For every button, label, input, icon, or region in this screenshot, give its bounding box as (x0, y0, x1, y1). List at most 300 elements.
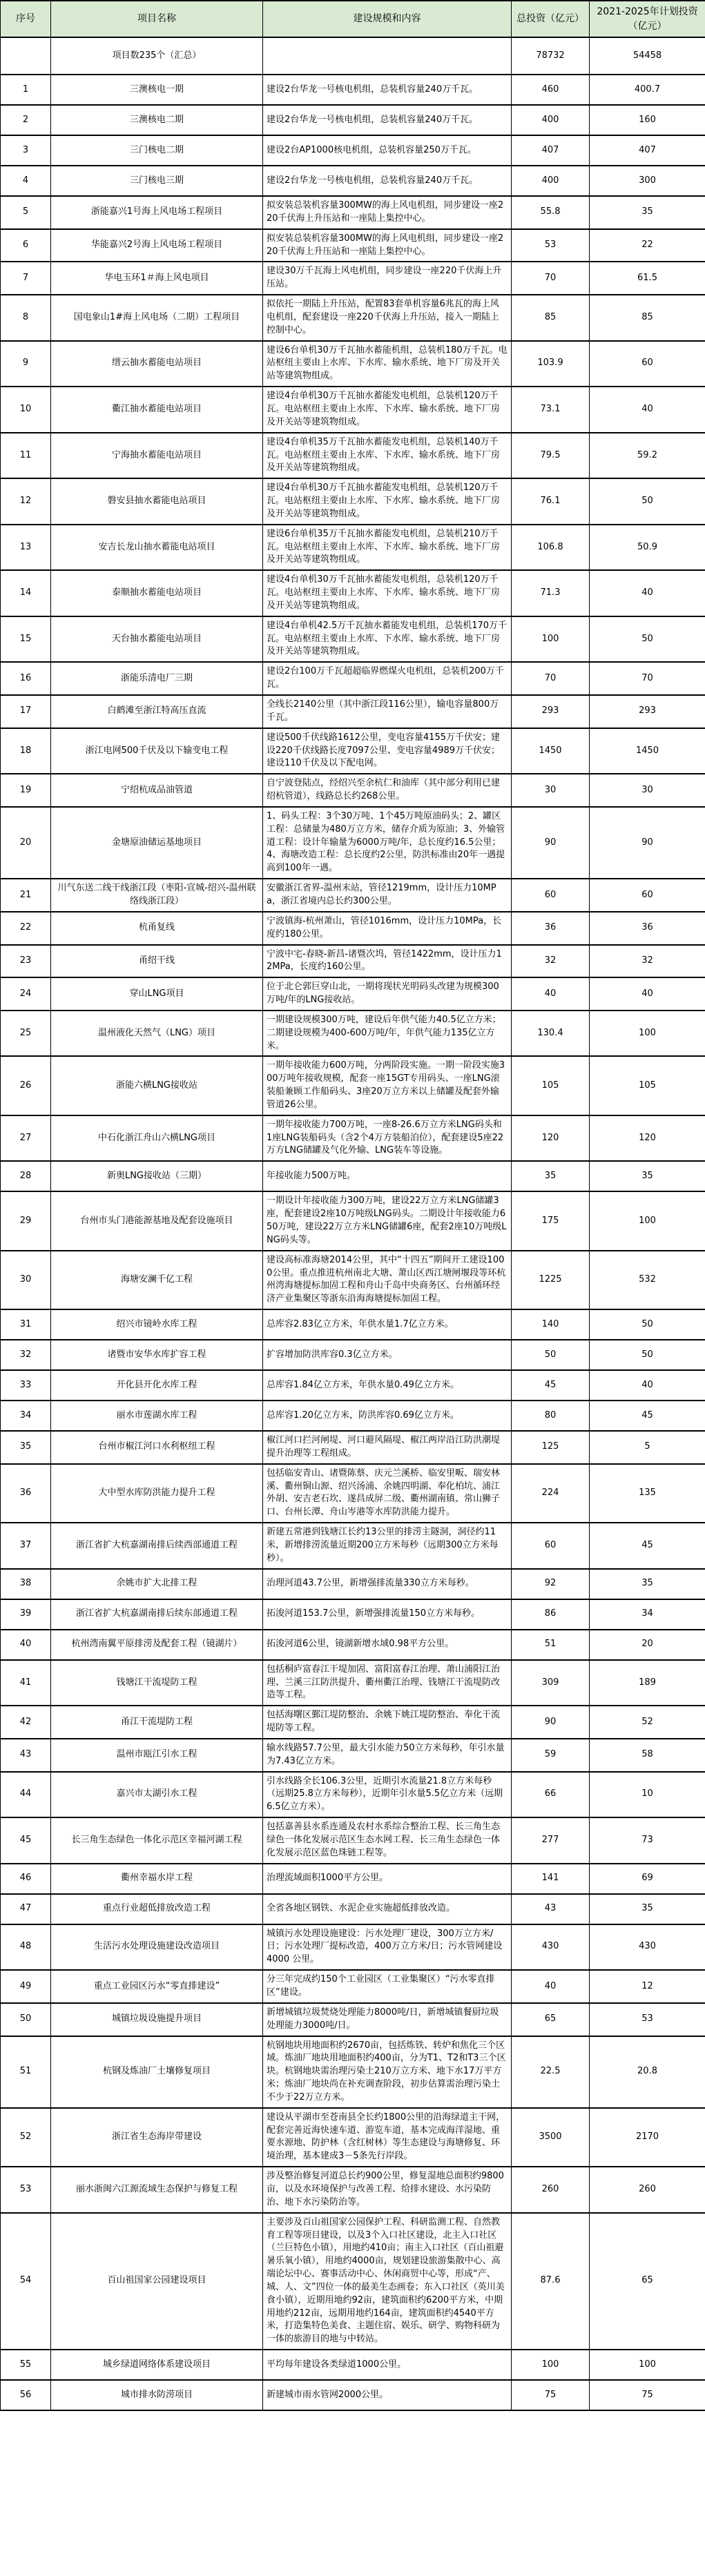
planned-investment-cell: 50 (590, 1309, 705, 1340)
row-index-cell: 14 (1, 570, 51, 616)
summary-content-cell (263, 37, 512, 75)
total-investment-cell: 70 (512, 262, 590, 295)
row-index-cell: 22 (1, 912, 51, 945)
row-index-cell: 46 (1, 1864, 51, 1894)
row-index-cell: 52 (1, 2108, 51, 2167)
total-investment-cell: 79.5 (512, 433, 590, 479)
total-investment-cell: 65 (512, 2003, 590, 2036)
header-row (1, 1, 705, 37)
planned-investment-cell: 5 (590, 1431, 705, 1464)
total-investment-cell: 80 (512, 1401, 590, 1431)
total-investment-cell: 140 (512, 1309, 590, 1340)
row-index-cell: 13 (1, 525, 51, 571)
project-content-cell: 建设4台单机30万千瓦抽水蓄能发电机组，总装机120万千瓦。电站枢纽主要由上水库、下水库、输水系统、地下厂房及开关站等建筑物组成。 (263, 478, 512, 525)
total-investment-cell: 105 (512, 1056, 590, 1115)
project-name-cell: 绍兴市镜岭水库工程 (51, 1309, 263, 1340)
row-index-cell: 33 (1, 1370, 51, 1401)
planned-investment-cell: 90 (590, 807, 705, 879)
planned-investment-cell: 189 (590, 1660, 705, 1706)
project-name-cell: 温州市瓯江引水工程 (51, 1739, 263, 1772)
project-content-cell: 包括海曙区鄞江堤防整治、余姚下姚江堤防整治、奉化干流堤防等工程。 (263, 1706, 512, 1739)
row-index-cell: 16 (1, 662, 51, 695)
planned-investment-cell: 407 (590, 135, 705, 166)
planned-investment-cell: 532 (590, 1251, 705, 1309)
project-name-cell: 三门核电二期 (51, 135, 263, 166)
planned-investment-cell: 160 (590, 105, 705, 135)
summary-total-investment-cell: 78732 (512, 37, 590, 75)
project-content-cell: 输水线路57.7公里，最大引水能力50立方米每秒，年引水量为7.43亿立方米。 (263, 1739, 512, 1772)
planned-investment-cell: 135 (590, 1464, 705, 1523)
project-name-cell: 杭钢及炼油厂土壤修复项目 (51, 2036, 263, 2108)
total-investment-cell: 60 (512, 1523, 590, 1569)
project-content-cell: 拟安装总装机容量300MW的海上风电机组，同步建设一座220千伏海上升压站和一座陆上集控中心。 (263, 196, 512, 229)
planned-investment-cell: 50 (590, 616, 705, 663)
planned-investment-cell: 40 (590, 387, 705, 433)
total-investment-cell: 35 (512, 1161, 590, 1191)
planned-investment-cell: 69 (590, 1864, 705, 1894)
project-content-cell: 宁波中宅-春晓-新昌-诸暨次坞，管径1422mm，设计压力12MPa，长度约160公里。 (263, 945, 512, 978)
row-index-cell: 41 (1, 1660, 51, 1706)
project-name-cell: 国电象山1#海上风电场（二期）工程项目 (51, 295, 263, 341)
row-index-cell: 34 (1, 1401, 51, 1431)
project-name-cell: 华能嘉兴2号海上风电场工程项目 (51, 229, 263, 262)
total-investment-cell: 430 (512, 1924, 590, 1971)
table-row (1, 1970, 705, 2003)
project-content-cell: 自宁波登陆点，经绍兴至余杭仁和油库（其中部分利用已建绍杭管道），线路总长约268公里。 (263, 774, 512, 807)
row-index-cell: 36 (1, 1464, 51, 1523)
project-content-cell: 拓浚河道6公里，镜湖新增水域0.98平方公里。 (263, 1630, 512, 1660)
project-name-cell: 宁海抽水蓄能电站项目 (51, 433, 263, 479)
project-content-cell: 一期建设规模300万吨，建设后年供气能力40.5亿立方米；二期建设规模为400-600万吨/年，年供气能力135亿立方米。 (263, 1011, 512, 1057)
project-content-cell: 总库容1.84亿立方米，年供水量0.49亿立方米。 (263, 1370, 512, 1401)
table-row (1, 2108, 705, 2167)
table-row (1, 478, 705, 525)
planned-investment-cell: 61.5 (590, 262, 705, 295)
row-index-cell: 3 (1, 135, 51, 166)
row-index-cell: 55 (1, 2350, 51, 2380)
project-content-cell: 年接收能力500万吨。 (263, 1161, 512, 1191)
project-content-cell: 杭钢地块用地面积约2670亩，包括炼铁、转炉和焦化三个区域。炼油厂地块用地面积约400亩，分为T1、T2和T3三个区块。杭钢地块需治理污染土210万立方米、地下水17万平方米；炼油厂地块尚在补充调查阶段，初步估算需治理污染土不少于22万立方米。 (263, 2036, 512, 2108)
table-row (1, 1599, 705, 1630)
project-content-cell: 扩容增加防洪库容0.3亿立方米。 (263, 1340, 512, 1370)
project-name-cell: 城镇垃圾设施提升项目 (51, 2003, 263, 2036)
row-index-cell: 50 (1, 2003, 51, 2036)
project-content-cell: 涉及整治修复河道总长约900公里，修复湿地总面积约9800亩，以及水环境保护与改善工程、给排水建设、水污染防治、地下水污染防治等。 (263, 2167, 512, 2213)
summary-index-cell (1, 37, 51, 75)
row-index-cell: 35 (1, 1431, 51, 1464)
table-row (1, 1056, 705, 1115)
planned-investment-cell: 73 (590, 1817, 705, 1864)
project-name-cell: 三门核电三期 (51, 166, 263, 196)
total-investment-cell: 51 (512, 1630, 590, 1660)
table-row (1, 616, 705, 663)
project-content-cell: 椒江河口拦河闸堤、河口避风隔堤、椒江两岸沿江防洪潮堤提升治理等工程组成。 (263, 1431, 512, 1464)
total-investment-cell: 100 (512, 2350, 590, 2380)
project-name-cell: 嘉兴市太湖引水工程 (51, 1772, 263, 1818)
planned-investment-cell: 300 (590, 166, 705, 196)
total-investment-cell: 1225 (512, 1251, 590, 1309)
table-row (1, 1431, 705, 1464)
total-investment-cell: 32 (512, 945, 590, 978)
total-investment-cell: 22.5 (512, 2036, 590, 2108)
project-name-cell: 浙能六横LNG接收站 (51, 1056, 263, 1115)
project-content-cell: 1、码头工程：3个30万吨、1个45万吨原油码头；2、罐区工程：总储量为480万立方米，储存介质为原油；3、外输管道工程：设计年输量为6000万吨/年，总长度约16.5公里；4、海塘改造工程：总长度约2公里，防洪标准由20年一遇提高到100年一遇。 (263, 807, 512, 879)
planned-investment-cell: 1450 (590, 728, 705, 774)
header-content: 建设规模和内容 (263, 1, 512, 37)
project-content-cell: 建设2台华龙一号核电机组，总装机容量240万千瓦。 (263, 105, 512, 135)
row-index-cell: 45 (1, 1817, 51, 1864)
row-index-cell: 48 (1, 1924, 51, 1971)
summary-planned-investment-cell: 54458 (590, 37, 705, 75)
project-content-cell: 建设4台单机30万千瓦抽水蓄能发电机组，总装机120万千瓦。电站枢纽主要由上水库、下水库、输水系统、地下厂房及开关站等建筑物组成。 (263, 570, 512, 616)
total-investment-cell: 59 (512, 1739, 590, 1772)
table-row (1, 135, 705, 166)
table-header (1, 1, 705, 37)
project-name-cell: 浙江省扩大杭嘉湖南排后续东部通道工程 (51, 1599, 263, 1630)
row-index-cell: 54 (1, 2213, 51, 2350)
summary-row (1, 37, 705, 75)
table-row (1, 1161, 705, 1191)
planned-investment-cell: 20 (590, 1630, 705, 1660)
project-content-cell: 包括临安青山、诸暨陈蔡、庆元兰溪桥、临安里畈、瑞安林溪、衢州铜山源、绍兴汤浦、余姚四明湖、奉化柏坑、浦江外胡、安吉老石坎、遂昌成屏二级、衢州湖南镇、常山狮子口、台州长潭、舟山岑港等水库防洪能力提升。 (263, 1464, 512, 1523)
planned-investment-cell: 260 (590, 2167, 705, 2213)
row-index-cell: 26 (1, 1056, 51, 1115)
row-index-cell: 37 (1, 1523, 51, 1569)
project-content-cell: 治理河道43.7公里，新增强排流量330立方米每秒。 (263, 1569, 512, 1599)
project-name-cell: 余姚市扩大北排工程 (51, 1569, 263, 1599)
project-content-cell: 建设6台单机30万千瓦抽水蓄能机组，总装机180万千瓦。电站枢纽主要由上水库、下水库、输水系统、地下厂房及开关站等建筑物组成。 (263, 341, 512, 387)
project-content-cell: 安徽浙江省界-温州末站，管径1219mm，设计压力10MPa，浙江省境内总长约300公里。 (263, 879, 512, 912)
total-investment-cell: 400 (512, 105, 590, 135)
total-investment-cell: 76.1 (512, 478, 590, 525)
planned-investment-cell: 100 (590, 1191, 705, 1250)
row-index-cell: 17 (1, 695, 51, 728)
row-index-cell: 32 (1, 1340, 51, 1370)
planned-investment-cell: 10 (590, 1772, 705, 1818)
table-row (1, 879, 705, 912)
project-content-cell: 包括桐庐富春江干堤加固、富阳富春江治理、萧山浦阳江治理、兰溪三江防洪提升、衢州衢江治理、钱塘江干流堤防改造等工程。 (263, 1660, 512, 1706)
project-name-cell: 安吉长龙山抽水蓄能电站项目 (51, 525, 263, 571)
table-row (1, 1630, 705, 1660)
total-investment-cell: 85 (512, 295, 590, 341)
table-row (1, 1523, 705, 1569)
planned-investment-cell: 120 (590, 1115, 705, 1162)
table-row (1, 2213, 705, 2350)
planned-investment-cell: 45 (590, 1523, 705, 1569)
project-name-cell: 华电玉环1＃海上风电项目 (51, 262, 263, 295)
planned-investment-cell: 60 (590, 341, 705, 387)
table-row (1, 1569, 705, 1599)
project-name-cell: 白鹤滩至浙江特高压直流 (51, 695, 263, 728)
total-investment-cell: 70 (512, 662, 590, 695)
planned-investment-cell: 40 (590, 570, 705, 616)
planned-investment-cell: 12 (590, 1970, 705, 2003)
total-investment-cell: 87.6 (512, 2213, 590, 2350)
row-index-cell: 40 (1, 1630, 51, 1660)
table-row (1, 433, 705, 479)
row-index-cell: 12 (1, 478, 51, 525)
table-row (1, 1894, 705, 1924)
total-investment-cell: 141 (512, 1864, 590, 1894)
row-index-cell: 29 (1, 1191, 51, 1250)
table-row (1, 1011, 705, 1057)
planned-investment-cell: 100 (590, 1011, 705, 1057)
table-row (1, 196, 705, 229)
row-index-cell: 28 (1, 1161, 51, 1191)
total-investment-cell: 86 (512, 1599, 590, 1630)
row-index-cell: 10 (1, 387, 51, 433)
table-row (1, 75, 705, 105)
table-row (1, 341, 705, 387)
project-content-cell: 拟依托一期陆上升压站，配置83套单机容量6兆瓦的海上风电机组，配套建设一座220千伏海上升压站，接入一期陆上控制中心。 (263, 295, 512, 341)
project-name-cell: 衢江抽水蓄能电站项目 (51, 387, 263, 433)
project-name-cell: 长三角生态绿色一体化示范区幸福河湖工程 (51, 1817, 263, 1864)
project-content-cell: 新增城镇垃圾焚烧处理能力8000吨/日，新增城镇餐厨垃圾处理能力3000吨/日。 (263, 2003, 512, 2036)
row-index-cell: 44 (1, 1772, 51, 1818)
project-name-cell: 浙江电网500千伏及以下输变电工程 (51, 728, 263, 774)
planned-investment-cell: 40 (590, 1370, 705, 1401)
planned-investment-cell: 65 (590, 2213, 705, 2350)
table-row (1, 1191, 705, 1250)
table-row (1, 807, 705, 879)
row-index-cell: 21 (1, 879, 51, 912)
table-row (1, 2350, 705, 2380)
table-row (1, 2036, 705, 2108)
header-planned-investment: 2021-2025年计划投资（亿元） (590, 1, 705, 37)
planned-investment-cell: 30 (590, 774, 705, 807)
project-content-cell: 建设4台单机35万千瓦抽水蓄能发电机组，总装机140万千瓦。电站枢纽主要由上水库、下水库、输水系统、地下厂房及开关站等建筑物组成。 (263, 433, 512, 479)
row-index-cell: 42 (1, 1706, 51, 1739)
row-index-cell: 43 (1, 1739, 51, 1772)
planned-investment-cell: 40 (590, 977, 705, 1011)
row-index-cell: 56 (1, 2380, 51, 2410)
project-content-cell: 全线长2140公里（其中浙江段116公里），输电容量800万千瓦。 (263, 695, 512, 728)
project-name-cell: 甬绍干线 (51, 945, 263, 978)
total-investment-cell: 75 (512, 2380, 590, 2410)
row-index-cell: 6 (1, 229, 51, 262)
project-name-cell: 浙能嘉兴1号海上风电场工程项目 (51, 196, 263, 229)
header-index: 序号 (1, 1, 51, 37)
planned-investment-cell: 50 (590, 478, 705, 525)
planned-investment-cell: 35 (590, 1161, 705, 1191)
total-investment-cell: 55.8 (512, 196, 590, 229)
project-name-cell: 缙云抽水蓄能电站项目 (51, 341, 263, 387)
planned-investment-cell: 20.8 (590, 2036, 705, 2108)
project-content-cell: 平均每年建设各类绿道1000公里。 (263, 2350, 512, 2380)
table-row (1, 166, 705, 196)
project-name-cell: 海塘安澜千亿工程 (51, 1251, 263, 1309)
project-name-cell: 生活污水处理设施建设改造项目 (51, 1924, 263, 1971)
table-row (1, 229, 705, 262)
project-name-cell: 浙江省扩大杭嘉湖南排后续西部通道工程 (51, 1523, 263, 1569)
total-investment-cell: 71.3 (512, 570, 590, 616)
table-row (1, 262, 705, 295)
project-name-cell: 百山祖国家公园建设项目 (51, 2213, 263, 2350)
project-content-cell: 全省各地区钢铁、水泥企业实施超低排放改造。 (263, 1894, 512, 1924)
project-name-cell: 三澳核电一期 (51, 75, 263, 105)
table-row (1, 1924, 705, 1971)
total-investment-cell: 43 (512, 1894, 590, 1924)
total-investment-cell: 400 (512, 166, 590, 196)
total-investment-cell: 36 (512, 912, 590, 945)
row-index-cell: 53 (1, 2167, 51, 2213)
row-index-cell: 51 (1, 2036, 51, 2108)
project-content-cell: 建设4台单机42.5万千瓦抽水蓄能发电机组，总装机170万千瓦。电站枢纽主要由上水库、下水库、输水系统、地下厂房及开关站等建筑物组成。 (263, 616, 512, 663)
total-investment-cell: 40 (512, 1970, 590, 2003)
project-name-cell: 金塘原油储运基地项目 (51, 807, 263, 879)
project-name-cell: 中石化浙江舟山六横LNG项目 (51, 1115, 263, 1162)
total-investment-cell: 125 (512, 1431, 590, 1464)
project-name-cell: 台州市头门港能源基地及配套设施项目 (51, 1191, 263, 1250)
project-content-cell: 建设高标准海塘2014公里，其中“十四五”期间开工建设1000公里。重点推进杭州南北大塘、萧山区西江塘闸堰段等环杭州湾海塘提标加固工程和舟山千岛中央商务区、台州循环经济产业集聚区等浙东沿海海塘提标加固工程。 (263, 1251, 512, 1309)
table-row (1, 1115, 705, 1162)
total-investment-cell: 50 (512, 1340, 590, 1370)
total-investment-cell: 293 (512, 695, 590, 728)
project-name-cell: 川气东送二线干线浙江段（枣阳-宣城-绍兴-温州联络线浙江段） (51, 879, 263, 912)
total-investment-cell: 53 (512, 229, 590, 262)
table-row (1, 695, 705, 728)
project-content-cell: 建设2台华龙一号核电机组，总装机容量240万千瓦。 (263, 75, 512, 105)
project-content-cell: 一期年接收能力700万吨，一座8-26.6万立方米LNG码头和1座LNG装船码头（含2个4万方装船泊位），配套建设5座22万方LNG储罐及气化外输、LNG装车等设施。 (263, 1115, 512, 1162)
table-row (1, 1739, 705, 1772)
table-row (1, 2003, 705, 2036)
project-name-cell: 诸暨市安华水库扩容工程 (51, 1340, 263, 1370)
project-content-cell: 新建五常港到钱塘江长约13公里的排涝主隧洞，洞径约11米，新增排涝流量近期200立方米每秒（远期300立方米每秒）。 (263, 1523, 512, 1569)
total-investment-cell: 407 (512, 135, 590, 166)
total-investment-cell: 460 (512, 75, 590, 105)
planned-investment-cell: 2170 (590, 2108, 705, 2167)
row-index-cell: 31 (1, 1309, 51, 1340)
planned-investment-cell: 70 (590, 662, 705, 695)
table-row (1, 728, 705, 774)
total-investment-cell: 106.8 (512, 525, 590, 571)
table-row (1, 1251, 705, 1309)
total-investment-cell: 90 (512, 807, 590, 879)
total-investment-cell: 103.9 (512, 341, 590, 387)
header-project-name: 项目名称 (51, 1, 263, 37)
planned-investment-cell: 75 (590, 2380, 705, 2410)
total-investment-cell: 120 (512, 1115, 590, 1162)
table-row (1, 945, 705, 978)
planned-investment-cell: 32 (590, 945, 705, 978)
project-name-cell: 大中型水库防洪能力提升工程 (51, 1464, 263, 1523)
project-name-cell: 泰顺抽水蓄能电站项目 (51, 570, 263, 616)
project-content-cell: 建设4台单机30万千瓦抽水蓄能发电机组，总装机120万千瓦。电站枢纽主要由上水库、下水库、输水系统、地下厂房及开关站等建筑物组成。 (263, 387, 512, 433)
project-content-cell: 建设2台华龙一号核电机组，总装机容量240万千瓦。 (263, 166, 512, 196)
project-name-cell: 台州市椒江河口水利枢纽工程 (51, 1431, 263, 1464)
planned-investment-cell: 59.2 (590, 433, 705, 479)
row-index-cell: 38 (1, 1569, 51, 1599)
project-name-cell: 浙能乐清电厂三期 (51, 662, 263, 695)
table-row (1, 387, 705, 433)
total-investment-cell: 260 (512, 2167, 590, 2213)
project-content-cell: 新建城市雨水管网2000公里。 (263, 2380, 512, 2410)
total-investment-cell: 30 (512, 774, 590, 807)
planned-investment-cell: 60 (590, 879, 705, 912)
table-row (1, 1464, 705, 1523)
project-name-cell: 钱塘江干流堤防工程 (51, 1660, 263, 1706)
project-name-cell: 重点行业超低排放改造工程 (51, 1894, 263, 1924)
planned-investment-cell: 50.9 (590, 525, 705, 571)
row-index-cell: 47 (1, 1894, 51, 1924)
table-body (1, 37, 705, 2410)
project-content-cell: 建设2台AP1000核电机组，总装机容量250万千瓦。 (263, 135, 512, 166)
total-investment-cell: 175 (512, 1191, 590, 1250)
table-row (1, 570, 705, 616)
planned-investment-cell: 58 (590, 1739, 705, 1772)
project-name-cell: 磐安县抽水蓄能电站项目 (51, 478, 263, 525)
total-investment-cell: 60 (512, 879, 590, 912)
row-index-cell: 19 (1, 774, 51, 807)
project-name-cell: 甬江干流堤防工程 (51, 1706, 263, 1739)
total-investment-cell: 3500 (512, 2108, 590, 2167)
project-name-cell: 三澳核电二期 (51, 105, 263, 135)
project-content-cell: 宁波镇海-杭州萧山，管径1016mm，设计压力10MPa，长度约180公里。 (263, 912, 512, 945)
project-name-cell: 丽水市莲湖水库工程 (51, 1401, 263, 1431)
row-index-cell: 11 (1, 433, 51, 479)
table-row (1, 2167, 705, 2213)
project-content-cell: 包括嘉善县水系连通及农村水系综合整治工程、长三角生态绿色一体化发展示范区生态水网工程、长三角生态绿色一体化发展示范区蓝色珠链工程等。 (263, 1817, 512, 1864)
table-row (1, 912, 705, 945)
table-row (1, 1660, 705, 1706)
project-content-cell: 总库容2.83亿立方米，年供水量1.7亿立方米。 (263, 1309, 512, 1340)
planned-investment-cell: 430 (590, 1924, 705, 1971)
project-content-cell: 一期年接收能力600万吨，分两阶段实施。一期一阶段实施300万吨年接收规模，配套一座15GT专用码头、一座LNG滚装船兼顾工作船码头、3座20万立方米以上储罐及配套外输管道26公里。 (263, 1056, 512, 1115)
row-index-cell: 2 (1, 105, 51, 135)
project-content-cell: 分三年完成约150个工业园区（工业集聚区）“污水零直排区”建设。 (263, 1970, 512, 2003)
row-index-cell: 9 (1, 341, 51, 387)
project-name-cell: 天台抽水蓄能电站项目 (51, 616, 263, 663)
project-content-cell: 一期设计年接收能力300万吨，建设22万立方米LNG储罐3座，配套建设2座10万吨级LNG码头。二期设计年接收能力650万吨，建设22万立方米LNG储罐6座，配套2座10万吨级LNG码头等。 (263, 1191, 512, 1250)
table-row (1, 1370, 705, 1401)
total-investment-cell: 90 (512, 1706, 590, 1739)
table-row (1, 1864, 705, 1894)
total-investment-cell: 224 (512, 1464, 590, 1523)
row-index-cell: 18 (1, 728, 51, 774)
table-row (1, 1340, 705, 1370)
table-row (1, 2380, 705, 2410)
project-name-cell: 开化县开化水库工程 (51, 1370, 263, 1401)
row-index-cell: 27 (1, 1115, 51, 1162)
planned-investment-cell: 100 (590, 2350, 705, 2380)
project-name-cell: 杭甬复线 (51, 912, 263, 945)
row-index-cell: 39 (1, 1599, 51, 1630)
table-row (1, 774, 705, 807)
project-name-cell: 城乡绿道网络体系建设项目 (51, 2350, 263, 2380)
project-content-cell: 位于北仑郭巨穿山北，一期将现状光明码头改建为规模300万吨/年的LNG接收站。 (263, 977, 512, 1011)
project-content-cell: 拟安装总装机容量300MW的海上风电机组，同步建设一座220千伏海上升压站和一座陆上集控中心。 (263, 229, 512, 262)
table-row (1, 1309, 705, 1340)
total-investment-cell: 277 (512, 1817, 590, 1864)
project-name-cell: 浙江省生态海岸带建设 (51, 2108, 263, 2167)
planned-investment-cell: 50 (590, 1340, 705, 1370)
project-name-cell: 丽水浙闽六江源流域生态保护与修复工程 (51, 2167, 263, 2213)
total-investment-cell: 92 (512, 1569, 590, 1599)
table-row (1, 1401, 705, 1431)
project-content-cell: 建设2台100万千瓦超超临界燃煤火电机组，总装机200万千瓦。 (263, 662, 512, 695)
project-content-cell: 建设30万千瓦海上风电机组，同步建设一座220千伏海上升压站。 (263, 262, 512, 295)
planned-investment-cell: 35 (590, 1569, 705, 1599)
project-name-cell: 新奥LNG接收站（三期） (51, 1161, 263, 1191)
planned-investment-cell: 293 (590, 695, 705, 728)
row-index-cell: 5 (1, 196, 51, 229)
total-investment-cell: 100 (512, 616, 590, 663)
project-content-cell: 主要涉及百山祖国家公园保护工程、科研监测工程、自然教育工程等项目建设，以及3个入口社区建设，北主入口社区（兰巨特色小镇），用地约410亩；南主入口社区（百山祖避暑乐氧小镇），用地约4000亩，规划建设旅游集散中心、高端论坛中心、赛事活动中心、休闲商贸中心等，形成“产、城、人、文”四位一体的最美生态画卷；东入口社区（英川美食小镇），近期用地约92亩，建筑面积约6200平方米，中期用地约212亩，远期用地约164亩，建筑面积约4540平方米，打造集特色美食、主题住宿、娱乐、研学、购物科研为一体的旅游目的地与中转站。 (263, 2213, 512, 2350)
table-row (1, 1817, 705, 1864)
table-row (1, 977, 705, 1011)
table-row (1, 105, 705, 135)
row-index-cell: 1 (1, 75, 51, 105)
